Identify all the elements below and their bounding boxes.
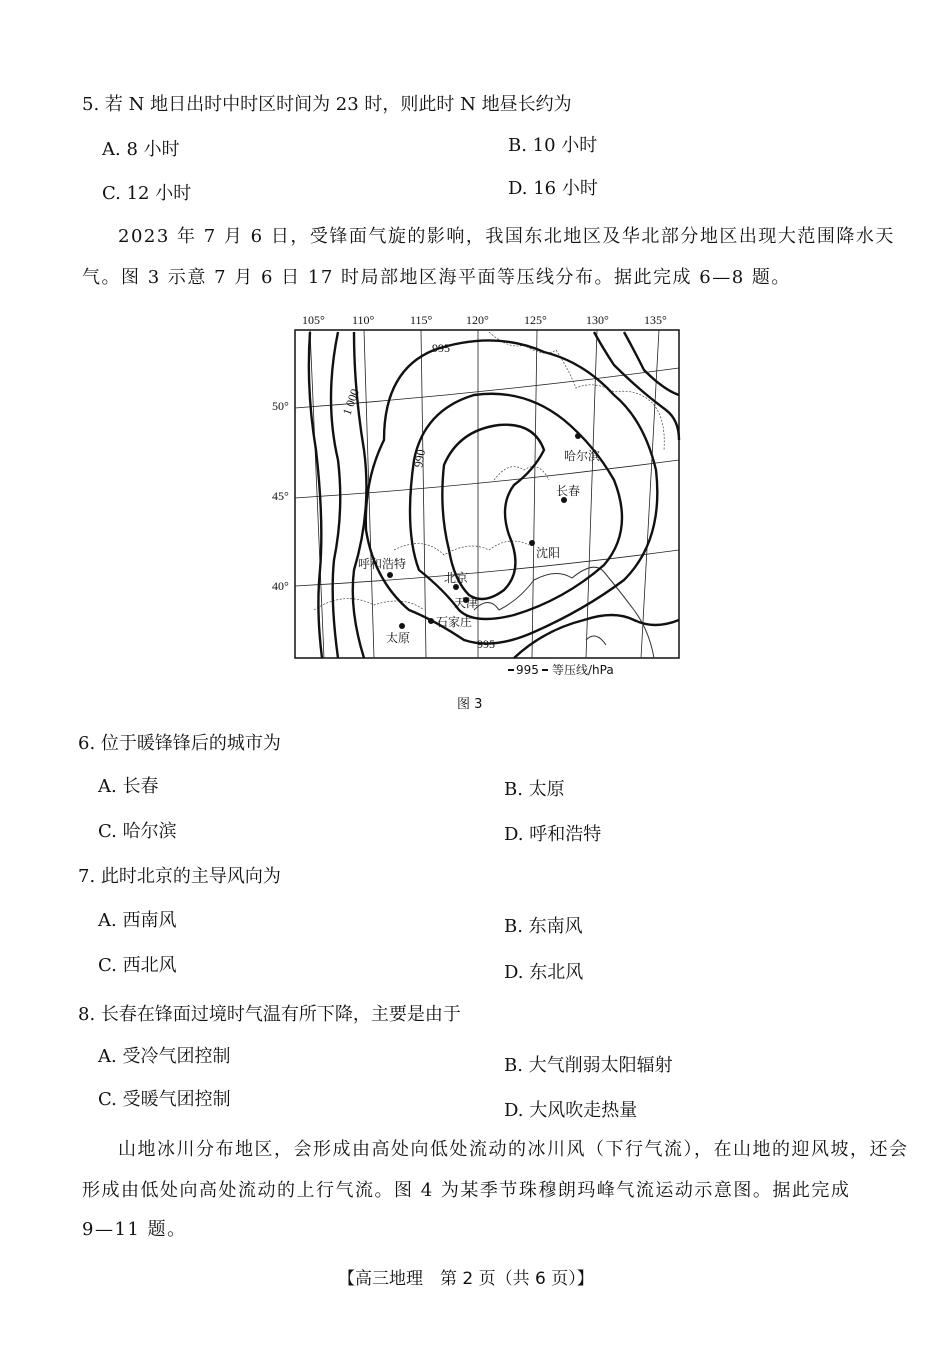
city-hohhot: 呼和浩特	[358, 557, 407, 571]
q7-option-a[interactable]: A. 西南风	[98, 910, 177, 931]
lon-label-120: 120°	[466, 313, 489, 327]
q6-option-b[interactable]: B. 太原	[504, 779, 565, 800]
q7-option-d[interactable]: D. 东北风	[504, 962, 584, 983]
city-taiyuan: 太原	[386, 631, 411, 645]
lon-label-110: 110°	[352, 313, 375, 327]
q6-option-c[interactable]: C. 哈尔滨	[98, 821, 177, 842]
intro-paragraph-1-line-2: 气。图 3 示意 7 月 6 日 17 时局部地区海平面等压线分布。据此完成 6—8 题。	[82, 267, 791, 288]
q6-option-d[interactable]: D. 呼和浩特	[504, 824, 602, 845]
lon-label-130: 130°	[586, 313, 609, 327]
city-shijiazhuang: 石家庄	[436, 615, 473, 629]
q5-option-b[interactable]: B. 10 小时	[508, 135, 598, 156]
q7-option-b[interactable]: B. 东南风	[504, 916, 583, 937]
q6-option-a[interactable]: A. 长春	[98, 776, 159, 797]
q8-option-c[interactable]: C. 受暖气团控制	[98, 1089, 231, 1110]
page-footer: 【高三地理 第 2 页（共 6 页）】	[338, 1269, 594, 1289]
city-tianjin: 天津	[454, 596, 479, 610]
q5-option-d[interactable]: D. 16 小时	[508, 178, 598, 199]
city-changchun: 长春	[556, 484, 581, 498]
legend-text: 等压线/hPa	[552, 663, 614, 677]
question-7-stem: 7. 此时北京的主导风向为	[78, 866, 281, 887]
shenyang-dot	[529, 540, 535, 546]
q8-option-a[interactable]: A. 受冷气团控制	[98, 1046, 231, 1067]
question-6-stem: 6. 位于暖锋锋后的城市为	[78, 733, 281, 754]
isobar-map	[272, 310, 684, 680]
lat-label-50: 50°	[272, 399, 289, 413]
legend-value: 995	[516, 663, 539, 677]
lat-label-40: 40°	[272, 579, 289, 593]
isobar-label-995-top: 995	[432, 341, 450, 355]
question-8-stem: 8. 长春在锋面过境时气温有所下降，主要是由于	[78, 1004, 461, 1025]
intro-paragraph-1-line-1: 2023 年 7 月 6 日，受锋面气旋的影响，我国东北地区及华北部分地区出现大范围降水天	[118, 226, 895, 247]
q8-option-d[interactable]: D. 大风吹走热量	[504, 1100, 638, 1121]
city-beijing: 北京	[444, 571, 469, 585]
isobar-map-figure	[272, 310, 684, 680]
lon-label-125: 125°	[524, 313, 547, 327]
taiyuan-dot	[399, 623, 405, 629]
isobar-label-990: 990	[411, 448, 429, 469]
harbin-dot	[575, 433, 581, 439]
q5-option-a[interactable]: A. 8 小时	[102, 139, 180, 160]
lat-label-45: 45°	[272, 489, 289, 503]
intro-paragraph-2-line-2: 形成由低处向高处流动的上行气流。图 4 为某季节珠穆朗玛峰气流运动示意图。据此完成	[82, 1180, 851, 1201]
q5-option-c[interactable]: C. 12 小时	[102, 183, 192, 204]
q7-option-c[interactable]: C. 西北风	[98, 955, 177, 976]
isobar-label-995-bottom: 995	[477, 637, 495, 651]
lon-label-105: 105°	[302, 313, 325, 327]
city-shenyang: 沈阳	[536, 546, 561, 560]
q8-option-b[interactable]: B. 大气削弱太阳辐射	[504, 1055, 673, 1076]
shijiazhuang-dot	[428, 618, 434, 624]
lon-label-115: 115°	[410, 313, 433, 327]
isobar-label-1000: 1 000	[339, 386, 363, 418]
question-5-stem: 5. 若 N 地日出时中时区时间为 23 时，则此时 N 地昼长约为	[82, 94, 572, 115]
lon-label-135: 135°	[644, 313, 667, 327]
hohhot-dot	[387, 572, 393, 578]
intro-paragraph-2-line-1: 山地冰川分布地区，会形成由高处向低处流动的冰川风（下行气流），在山地的迎风坡，还会	[118, 1139, 909, 1160]
intro-paragraph-2-line-3: 9—11 题。	[82, 1219, 187, 1240]
figure-caption: 图 3	[457, 697, 483, 712]
city-harbin: 哈尔滨	[564, 449, 601, 463]
